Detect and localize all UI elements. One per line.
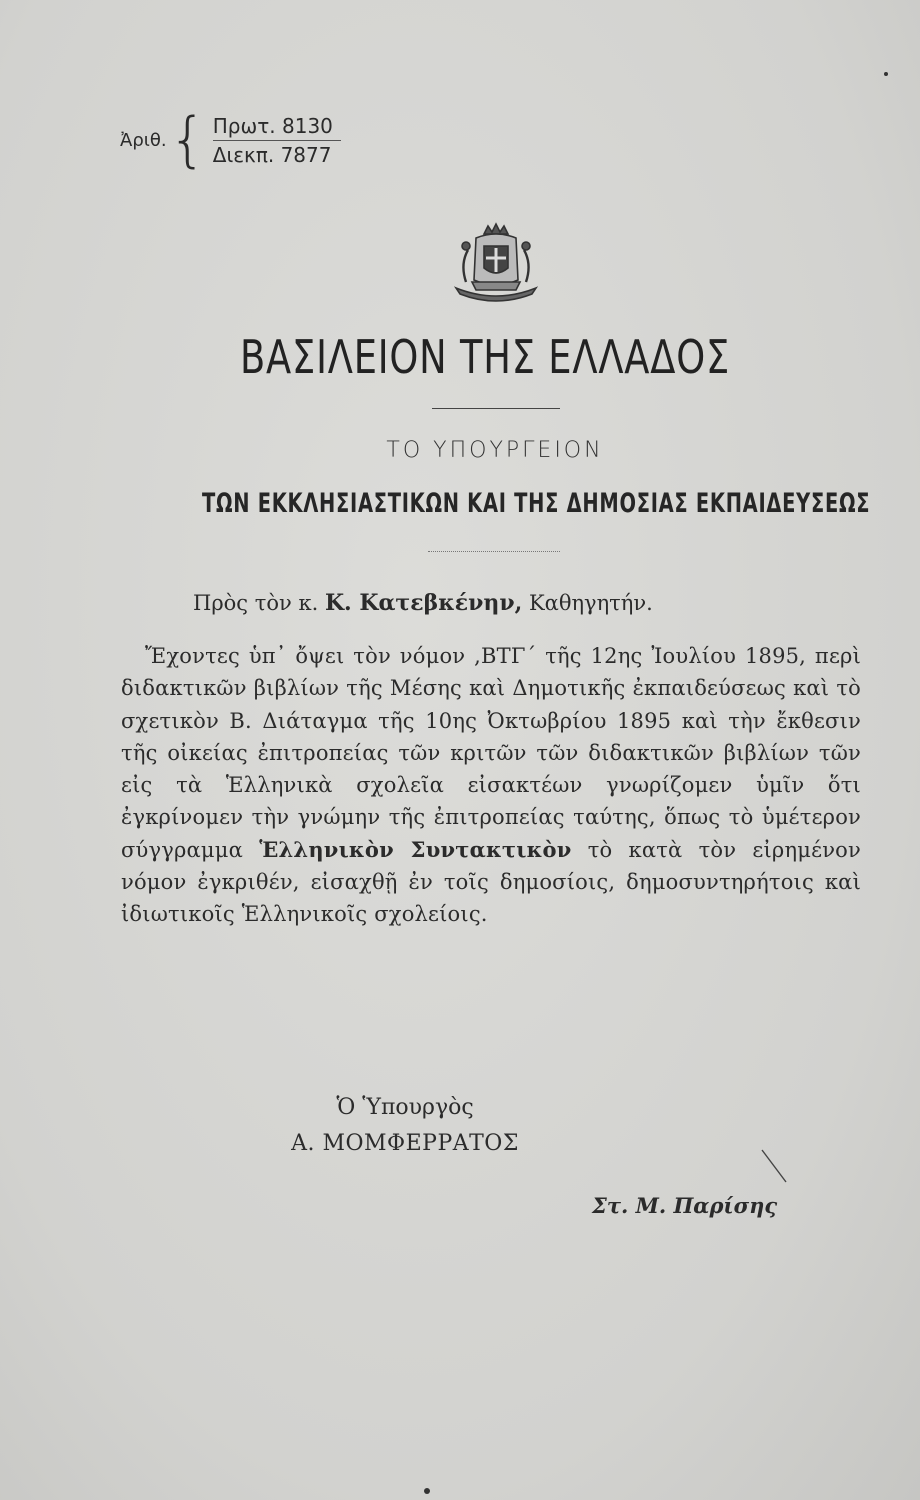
- ministry-name: ΤΩΝ ΕΚΚΛΗΣΙΑΣΤΙΚΩΝ ΚΑΙ ΤΗΣ ΔΗΜΟΣΙΑΣ ΕΚΠΑΙΔΕΥΣΕΩΣ: [202, 488, 871, 519]
- ministry-heading: ΤΟ ΥΠΟΥΡΓΕΙΟΝ: [386, 438, 604, 463]
- recipient-name: Κ. Κατεβκένην,: [324, 590, 523, 616]
- reference-label: Ἀριθ.: [120, 129, 167, 151]
- recipient-line: [193, 590, 653, 616]
- letter-body: [121, 640, 861, 931]
- ink-dot: [884, 72, 888, 76]
- ink-stroke-icon: [760, 1148, 788, 1184]
- minister-signature: [255, 1090, 555, 1162]
- reference-lines: [213, 112, 341, 169]
- dotted-divider: [428, 551, 560, 552]
- body-part-2: τὸ κατὰ τὸν εἰρημένον νόμον ἐγκριθέν, εἰσαχθῇ ἐν τοῖς δημοσίοις, δημοσυντηρήτοις καὶ ἰδιωτικοῖς Ἑλληνικοῖς σχολείοις.: [121, 837, 861, 927]
- minister-title: Ὁ Ὑπουργὸς: [336, 1095, 474, 1120]
- recipient-prefix: Πρὸς τὸν κ.: [193, 591, 319, 615]
- brace-icon: {: [168, 105, 207, 175]
- reference-numbers: [120, 105, 341, 175]
- secretary-signature: Στ. Μ. Παρίσης: [592, 1193, 778, 1218]
- book-title: Ἑλληνικὸν Συντακτικὸν: [259, 836, 572, 862]
- body-part-1: Ἔχοντες ὑπ᾿ ὄψει τὸν νόμον ,ΒΤΓ΄ τῆς 12ης Ἰουλίου 1895, περὶ διδακτικῶν βιβλίων τῆς Μέσης καὶ Δημοτικῆς ἐκπαιδεύσεως καὶ τὸ σχετικὸν Β. Διάταγμα τῆς 10ης Ὀκτωβρίου 1895 καὶ τὴν ἔκθεσιν τῆς οἰκείας ἐπιτροπείας τῶν κριτῶν τῶν διδακτικῶν βιβλίων τῶν εἰς τὰ Ἑλληνικὰ σχολεῖα εἰσακτέων γνωρίζομεν ὑμῖν ὅτι ἐγκρίνομεν τὴν γνώμην τῆς ἐπιτροπείας ταύτης, ὅπως τὸ ὑμέτερον σύγγραμμα: [121, 644, 861, 862]
- dispatch-number: Διεκπ. 7877: [212, 142, 332, 167]
- kingdom-heading: ΒΑΣΙΛΕΙΟΝ ΤΗΣ ΕΛΛΑΔΟΣ: [240, 330, 731, 384]
- divider: [432, 408, 560, 409]
- recipient-title: Καθηγητήν.: [528, 591, 653, 615]
- protocol-number: Πρωτ. 8130: [213, 112, 341, 141]
- ink-dot: [424, 1488, 430, 1494]
- royal-coat-of-arms-icon: [446, 220, 546, 310]
- minister-name: Α. ΜΟΜΦΕΡΡΑΤΟΣ: [291, 1131, 519, 1156]
